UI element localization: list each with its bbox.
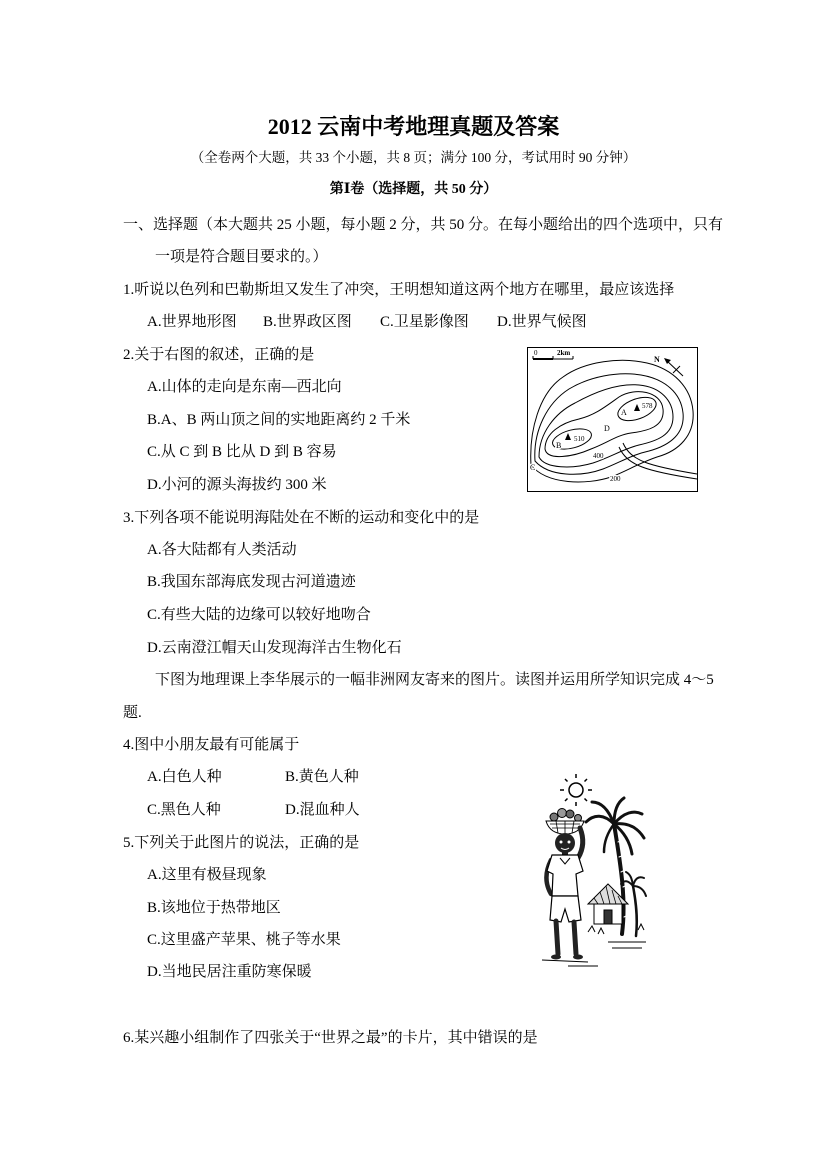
question-5-option-c: C.这里盛产苹果、桃子等水果 xyxy=(147,932,341,948)
question-4-stem: 4.图中小朋友最有可能属于 xyxy=(123,737,300,753)
peak-a-height-label: 578 xyxy=(642,402,653,410)
question-4-option-b: B.黄色人种 xyxy=(285,769,359,785)
intro-4-5-line2: 题. xyxy=(123,705,142,721)
question-1-option-c: C.卫星影像图 xyxy=(380,314,469,330)
question-4-option-a: A.白色人种 xyxy=(147,769,222,785)
legs xyxy=(556,921,576,954)
north-label: N xyxy=(654,355,660,364)
question-1-option-a: A.世界地形图 xyxy=(147,314,237,330)
question-5-option-b: B.该地位于热带地区 xyxy=(147,900,281,916)
part-heading-line1: 一、选择题（本大题共 25 小题，每小题 2 分，共 50 分。在每小题给出的四个选项中，只有 xyxy=(123,217,724,233)
question-1-stem: 1.听说以色列和巴勒斯坦又发生了冲突，王明想知道这两个地方在哪里，最应该选择 xyxy=(123,282,675,298)
section-title: 第Ⅰ卷（选择题，共 50 分） xyxy=(329,182,498,197)
question-4-option-d: D.混血种人 xyxy=(285,802,360,818)
shorts xyxy=(550,896,581,922)
question-4-option-c: C.黑色人种 xyxy=(147,802,221,818)
question-2-option-c: C.从 C 到 B 比从 D 到 B 容易 xyxy=(147,444,337,460)
point-d-label: D xyxy=(604,424,610,433)
shirt xyxy=(547,855,583,896)
intro-4-5-line1: 下图为地理课上李华展示的一幅非洲网友寄来的图片。读图并运用所学知识完成 4～5 xyxy=(155,672,714,688)
question-5-option-a: A.这里有极昼现象 xyxy=(147,867,267,883)
question-3-stem: 3.下列各项不能说明海陆处在不断的运动和变化中的是 xyxy=(123,510,480,526)
peak-a-label: A xyxy=(621,408,627,417)
question-1-option-b: B.世界政区图 xyxy=(263,314,352,330)
page-title: 2012 云南中考地理真题及答案 xyxy=(267,114,560,139)
question-3-option-b: B.我国东部海底发现古河道遗迹 xyxy=(147,574,356,590)
question-2-option-d: D.小河的源头海拔约 300 米 xyxy=(147,477,327,493)
question-2-option-b: B.A、B 两山顶之间的实地距离约 2 千米 xyxy=(147,412,411,428)
point-c-label: C xyxy=(530,463,536,472)
peak-b-label: B xyxy=(556,441,562,450)
question-3-option-c: C.有些大陆的边缘可以较好地吻合 xyxy=(147,607,371,623)
question-1-option-d: D.世界气候图 xyxy=(497,314,587,330)
question-3-option-d: D.云南澄江帽天山发现海洋古生物化石 xyxy=(147,640,402,656)
sun-icon xyxy=(560,774,592,806)
question-2-option-a: A.山体的走向是东南—西北向 xyxy=(147,379,342,395)
scale-distance-label: 2km xyxy=(557,349,571,357)
question-3-option-a: A.各大陆都有人类活动 xyxy=(147,542,297,558)
africa-child-illustration xyxy=(538,772,650,970)
contour-200-label: 200 xyxy=(610,475,621,483)
contour-400-label: 400 xyxy=(593,452,604,460)
raised-arm xyxy=(578,828,583,858)
peak-b-height-label: 510 xyxy=(574,435,585,443)
child-head xyxy=(555,833,575,856)
exam-info: （全卷两个大题，共 33 个小题，共 8 页；满分 100 分，考试用时 90 分钟） xyxy=(190,150,637,165)
question-5-option-d: D.当地民居注重防寒保暖 xyxy=(147,964,312,980)
question-2-stem: 2.关于右图的叙述，正确的是 xyxy=(123,347,315,363)
part-heading-line2: 一项是符合题目要求的。） xyxy=(155,249,328,265)
topographic-map-figure xyxy=(527,347,698,492)
question-5-stem: 5.下列关于此图片的说法，正确的是 xyxy=(123,835,360,851)
scale-zero-label: 0 xyxy=(534,349,538,357)
question-6-stem: 6.某兴趣小组制作了四张关于“世界之最”的卡片，其中错误的是 xyxy=(123,1030,538,1046)
